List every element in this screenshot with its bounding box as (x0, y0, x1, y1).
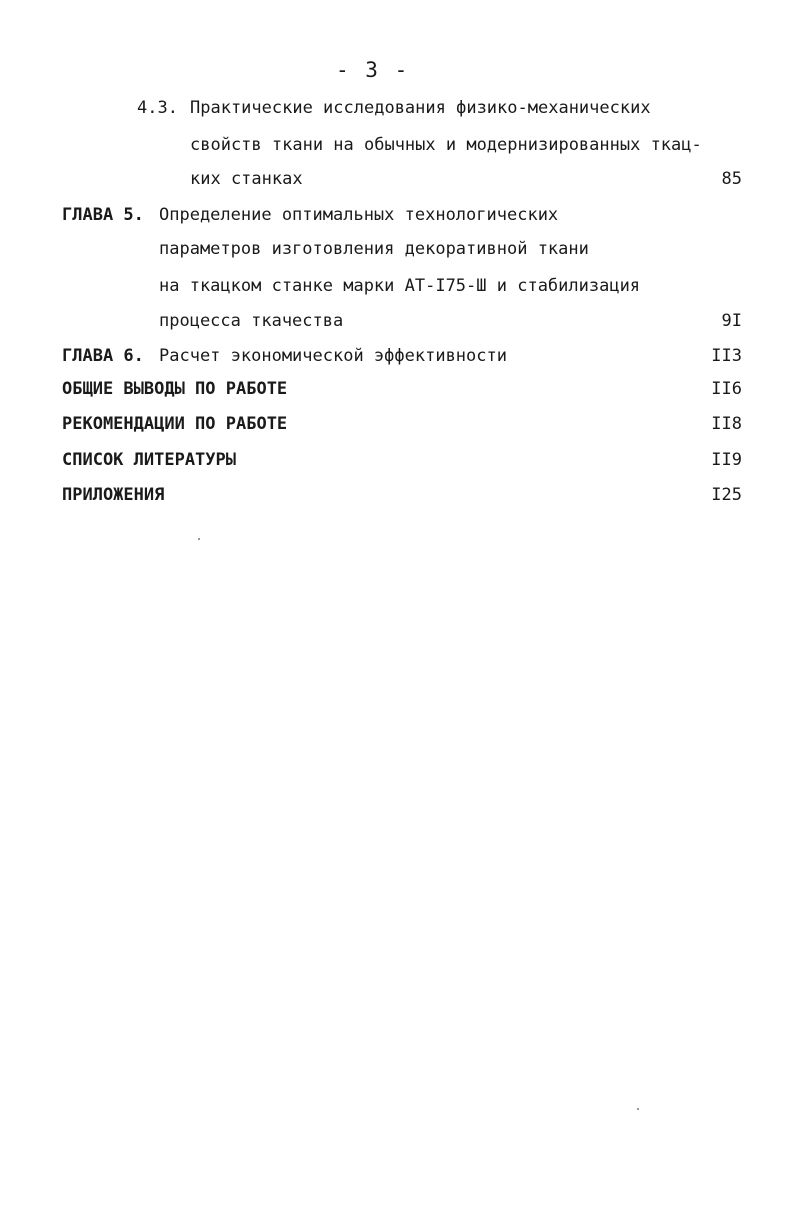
toc-entry-line: свойств ткани на обычных и модернизированных ткац- (190, 135, 702, 155)
toc-entry-title: СПИСОК ЛИТЕРАТУРЫ (62, 450, 236, 470)
page-number: - 3 - (336, 58, 410, 82)
toc-entry-title: ПРИЛОЖЕНИЯ (62, 485, 165, 505)
toc-entry-title: РЕКОМЕНДАЦИИ ПО РАБОТЕ (62, 414, 288, 434)
toc-entry-title: Расчет экономической эффективности (159, 346, 507, 366)
toc-entry-title: ОБЩИЕ ВЫВОДЫ ПО РАБОТЕ (62, 379, 288, 399)
scan-speck (637, 1108, 639, 1110)
toc-entry-line: Определение оптимальных технологических (159, 205, 559, 225)
toc-page-number: I25 (711, 485, 742, 505)
toc-entry-line: параметров изготовления декоративной ткани (159, 239, 589, 259)
toc-page-number: II9 (711, 450, 742, 470)
toc-entry-line: Практические исследования физико-механических (190, 98, 651, 118)
chapter-label: ГЛАВА 6. (62, 346, 144, 366)
toc-page-number: II6 (711, 379, 742, 399)
chapter-label: ГЛАВА 5. (62, 205, 144, 225)
scan-speck (198, 538, 200, 540)
toc-entry-line: ких станках (190, 169, 303, 189)
toc-entry-line: на ткацком станке марки АТ-I75-Ш и стабилизация (159, 276, 641, 296)
toc-page-number: II8 (711, 414, 742, 434)
toc-page-number: 9I (721, 311, 742, 331)
section-number: 4.3. (137, 98, 178, 118)
toc-page-number: 85 (721, 169, 742, 189)
toc-entry-line: процесса ткачества (159, 311, 344, 331)
toc-page-number: II3 (711, 346, 742, 366)
